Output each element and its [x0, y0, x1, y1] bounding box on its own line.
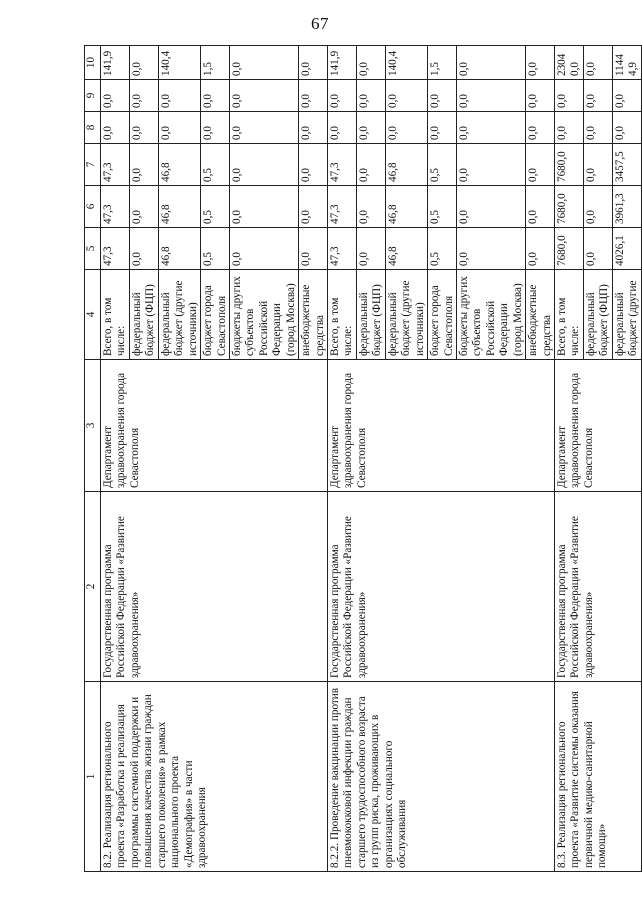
amount-cell: 46,8 [385, 228, 427, 270]
amount-cell: 0,5 [201, 144, 230, 186]
amount-cell: 0,0 [456, 112, 525, 144]
column-header: 1 [85, 682, 101, 872]
funding-source-cell: федеральный бюджет (ФЦП) [356, 270, 385, 360]
amount-cell: 0,0 [101, 112, 130, 144]
amount-cell: 0,0 [299, 46, 328, 80]
amount-cell: 0,0 [158, 80, 200, 112]
amount-cell: 0,0 [101, 80, 130, 112]
amount-cell: 0,0 [555, 80, 584, 112]
measure-name-cell: 8.2. Реализация регионального проекта «Разработка и реализация программы системной поддержки и повышения качества жизни граждан старшего поколения» в рамках национального проекта «Демография» в части здравоохранения [101, 682, 328, 872]
funding-source-cell: федеральный бюджет (ФЦП) [129, 270, 158, 360]
amount-cell: 0,0 [526, 186, 555, 228]
amount-cell: 47,3 [101, 186, 130, 228]
funding-source-cell: Всего, в том числе: [101, 270, 130, 360]
executor-cell: Департамент здравоохранения города Севастополя [328, 360, 555, 492]
amount-cell: 46,8 [158, 228, 200, 270]
amount-cell: 0,0 [229, 144, 298, 186]
amount-cell: 0,0 [201, 80, 230, 112]
funding-source-cell: бюджет города Севастополя [201, 270, 230, 360]
amount-cell: 0,0 [229, 228, 298, 270]
amount-cell: 0,0 [385, 112, 427, 144]
amount-cell: 0,0 [229, 46, 298, 80]
amount-cell: 0,0 [299, 112, 328, 144]
table-row [101, 46, 130, 872]
amount-cell: 0,0 [299, 144, 328, 186]
program-cell: Государственная программа Российской Федерации «Развитие здравоохранения» [555, 492, 642, 682]
amount-cell: 0,0 [356, 186, 385, 228]
amount-cell: 0,0 [583, 228, 612, 270]
amount-cell: 46,8 [158, 144, 200, 186]
amount-cell: 1,5 [428, 46, 457, 80]
column-header: 10 [85, 46, 101, 80]
amount-cell: 0,0 [129, 80, 158, 112]
amount-cell: 7680,0 [555, 228, 584, 270]
page-number: 67 [311, 14, 329, 33]
amount-cell: 0,0 [526, 228, 555, 270]
amount-cell: 0,0 [129, 46, 158, 80]
amount-cell: 0,0 [356, 144, 385, 186]
amount-cell: 47,3 [328, 228, 357, 270]
amount-cell: 0,0 [583, 144, 612, 186]
amount-cell: 0,5 [428, 228, 457, 270]
amount-cell: 0,0 [456, 186, 525, 228]
amount-cell: 0,0 [612, 80, 641, 112]
amount-cell: 0,0 [526, 46, 555, 80]
funding-source-cell: бюджет города Севастополя [428, 270, 457, 360]
funding-source-cell: федеральный бюджет (ФЦП) [583, 270, 612, 360]
funding-source-cell: бюджеты других субъектов Российской Федерации (город Москва) [456, 270, 525, 360]
amount-cell: 0,0 [428, 80, 457, 112]
amount-cell: 0,0 [526, 112, 555, 144]
table-row [328, 46, 357, 872]
amount-cell: 3457,5 [612, 144, 641, 186]
amount-cell: 47,3 [101, 228, 130, 270]
amount-cell: 0,0 [526, 80, 555, 112]
amount-cell: 0,0 [356, 80, 385, 112]
amount-cell: 0,0 [299, 186, 328, 228]
funding-source-cell: внебюджетные средства [299, 270, 328, 360]
measure-name-cell: 8.3. Реализация регионального проекта «Развитие системы оказания первичной медико-санитарной помощи» [555, 682, 642, 872]
amount-cell: 0,5 [428, 186, 457, 228]
budget-table [84, 45, 642, 872]
amount-cell: 0,0 [456, 144, 525, 186]
amount-cell: 141,9 [101, 46, 130, 80]
amount-cell: 46,8 [158, 186, 200, 228]
amount-cell: 0,0 [385, 80, 427, 112]
amount-cell: 0,0 [229, 186, 298, 228]
amount-cell: 7680,0 [555, 144, 584, 186]
funding-source-cell: бюджеты других субъектов Российской Федерации (город Москва) [229, 270, 298, 360]
amount-cell: 47,3 [328, 144, 357, 186]
amount-cell: 47,3 [328, 186, 357, 228]
amount-cell: 0,0 [129, 186, 158, 228]
amount-cell: 0,0 [299, 228, 328, 270]
amount-cell: 3961,3 [612, 186, 641, 228]
amount-cell: 0,0 [129, 112, 158, 144]
amount-cell: 0,5 [428, 144, 457, 186]
funding-source-cell: федеральный бюджет (другие источники) [158, 270, 200, 360]
column-header: 8 [85, 112, 101, 144]
executor-cell: Департамент здравоохранения города Севастополя [555, 360, 642, 492]
amount-cell: 140,4 [158, 46, 200, 80]
amount-cell: 0,0 [229, 80, 298, 112]
amount-cell: 46,8 [385, 186, 427, 228]
column-header: 9 [85, 80, 101, 112]
column-header: 7 [85, 144, 101, 186]
amount-cell: 0,0 [328, 80, 357, 112]
amount-cell: 11444,9 [612, 46, 641, 80]
column-header: 5 [85, 228, 101, 270]
amount-cell: 0,0 [299, 80, 328, 112]
amount-cell: 0,0 [526, 144, 555, 186]
amount-cell: 0,0 [428, 112, 457, 144]
column-header: 6 [85, 186, 101, 228]
amount-cell: 7680,0 [555, 186, 584, 228]
funding-source-cell: федеральный бюджет (другие источники) [385, 270, 427, 360]
program-cell: Государственная программа Российской Федерации «Развитие здравоохранения» [328, 492, 555, 682]
amount-cell: 23040,0 [555, 46, 584, 80]
program-cell: Государственная программа Российской Федерации «Развитие здравоохранения» [101, 492, 328, 682]
amount-cell: 0,0 [356, 46, 385, 80]
amount-cell: 4026,1 [612, 228, 641, 270]
budget-table-rotated [84, 46, 640, 872]
funding-source-cell: федеральный бюджет (другие [612, 270, 641, 360]
amount-cell: 47,3 [101, 144, 130, 186]
table-header-row [85, 46, 101, 872]
amount-cell: 0,0 [201, 112, 230, 144]
funding-source-cell: Всего, в том числе: [555, 270, 584, 360]
amount-cell: 0,5 [201, 228, 230, 270]
amount-cell: 0,0 [583, 112, 612, 144]
amount-cell: 0,0 [456, 80, 525, 112]
amount-cell: 46,8 [385, 144, 427, 186]
amount-cell: 0,0 [612, 112, 641, 144]
measure-name-cell: 8.2.2. Проведение вакцинации против пневмококковой инфекции граждан старшего трудоспособного возраста из групп риска, проживающих в организациях социального обслуживания [328, 682, 555, 872]
amount-cell: 140,4 [385, 46, 427, 80]
executor-cell: Департамент здравоохранения города Севастополя [101, 360, 328, 492]
table-row [555, 46, 584, 872]
column-header: 2 [85, 492, 101, 682]
amount-cell: 0,0 [328, 112, 357, 144]
amount-cell: 0,0 [583, 80, 612, 112]
amount-cell: 0,0 [356, 228, 385, 270]
amount-cell: 0,0 [456, 46, 525, 80]
amount-cell: 0,0 [229, 112, 298, 144]
amount-cell: 0,0 [583, 46, 612, 80]
amount-cell: 0,0 [356, 112, 385, 144]
amount-cell: 0,5 [201, 186, 230, 228]
column-header: 3 [85, 360, 101, 492]
amount-cell: 0,0 [583, 186, 612, 228]
amount-cell: 0,0 [158, 112, 200, 144]
amount-cell: 141,9 [328, 46, 357, 80]
column-header: 4 [85, 270, 101, 360]
amount-cell: 1,5 [201, 46, 230, 80]
amount-cell: 0,0 [555, 112, 584, 144]
funding-source-cell: внебюджетные средства [526, 270, 555, 360]
amount-cell: 0,0 [129, 228, 158, 270]
amount-cell: 0,0 [456, 228, 525, 270]
funding-source-cell: Всего, в том числе: [328, 270, 357, 360]
amount-cell: 0,0 [129, 144, 158, 186]
